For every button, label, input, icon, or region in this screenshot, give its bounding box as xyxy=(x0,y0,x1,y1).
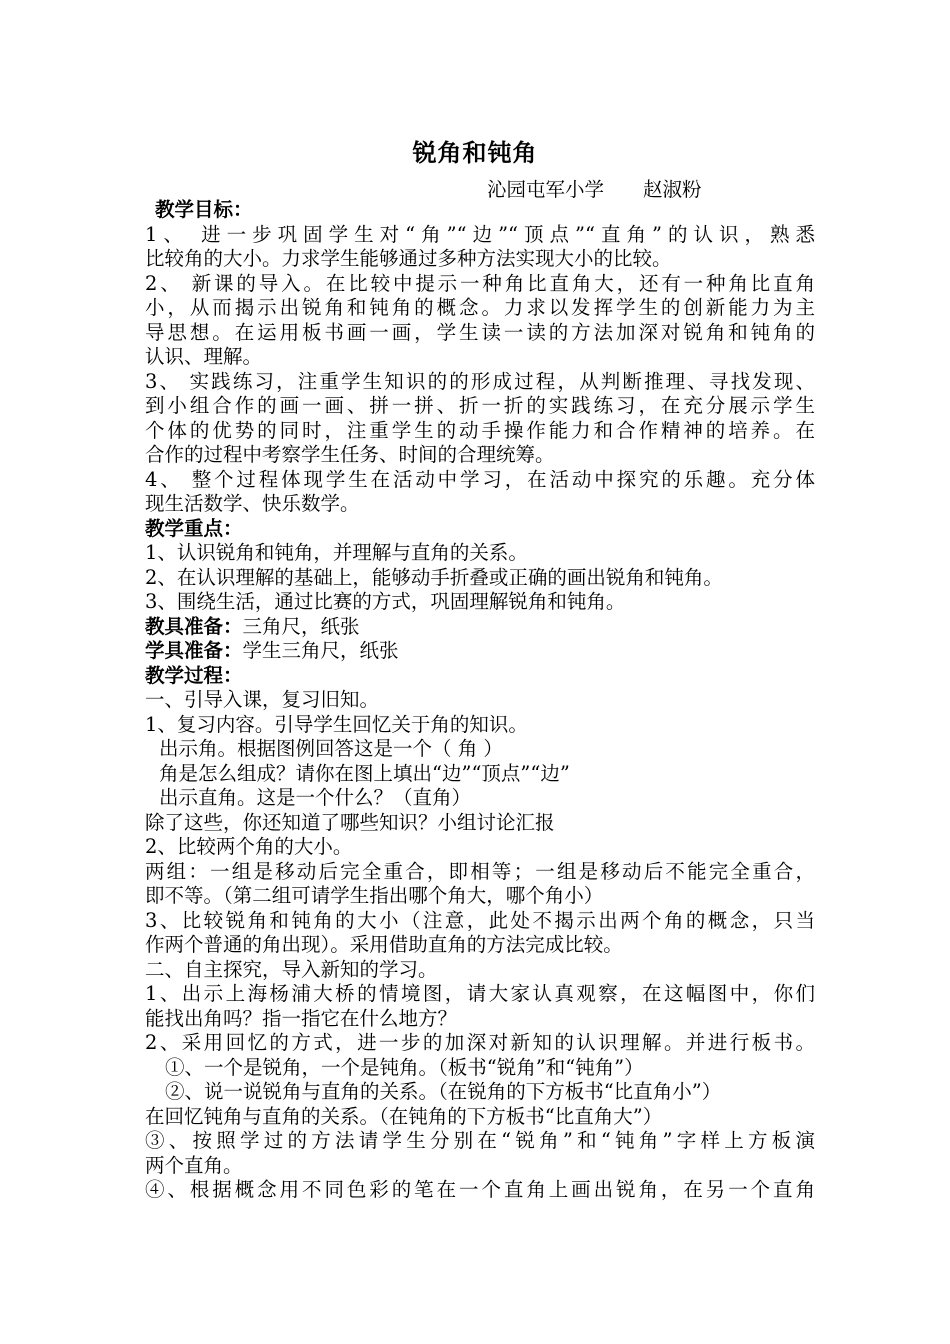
process-line: 除了这些，你还知道了哪些知识？小组讨论汇报 xyxy=(145,810,555,834)
goal-line: 个体的优势的同时，注重学生的动手操作能力和合作精神的培养。在 xyxy=(145,418,815,442)
process-line: 出示角。根据图例回答这是一个（ 角 ） xyxy=(159,737,503,760)
process-line: ①、一个是锐角，一个是钝角。（板书“锐角”和“钝角”） xyxy=(165,1055,644,1079)
process-line: 在回忆钝角与直角的关系。（在钝角的下方板书“比直角大”） xyxy=(145,1104,663,1128)
process-line: 作两个普通的角出现）。采用借助直角的方法完成比较。 xyxy=(145,933,623,956)
document-title: 锐角和钝角 xyxy=(412,138,538,167)
goal-line: 2、 新课的导入。在比较中提示一种角比直角大，还有一种角比直角 xyxy=(145,271,815,295)
process-line: 角是怎么组成？请你在图上填出“边”“顶点”“边” xyxy=(159,761,570,785)
goal-line: 到小组合作的画一画、拼一拼、折一折的实践练习，在充分展示学生 xyxy=(145,394,815,417)
goal-line: 认识、理解。 xyxy=(145,345,263,368)
teacher-tools-value: 三角尺，纸张 xyxy=(242,614,360,638)
process-line: 即不等。（第二组可请学生指出哪个角大，哪个角小） xyxy=(145,884,604,907)
teacher-tools-line xyxy=(145,615,815,640)
process-line: ④、根据概念用不同色彩的笔在一个直角上画出锐角，在另一个直角 xyxy=(145,1178,815,1201)
goal-line: 4、 整个过程体现学生在活动中学习，在活动中探究的乐趣。充分体 xyxy=(145,467,815,491)
goal-line: 1、 进一步巩固学生对“角”“边”“顶点”“直角”的认识，熟悉 xyxy=(145,222,815,246)
student-tools-line xyxy=(145,639,815,664)
process-line: 两个直角。 xyxy=(145,1153,243,1177)
goal-line: 3、 实践练习，注重学生知识的的形成过程，从判断推理、寻找发现、 xyxy=(145,369,815,393)
process-line: 能找出角吗？指一指它在什么地方？ xyxy=(145,1006,458,1030)
goal-line: 现生活数学、快乐数学。 xyxy=(145,492,360,515)
process-line: 2、比较两个角的大小。 xyxy=(145,835,353,858)
process-line: ③、按照学过的方法请学生分别在“锐角”和“钝角”字样上方板演 xyxy=(145,1129,815,1152)
key-point-line: 1、认识锐角和钝角，并理解与直角的关系。 xyxy=(145,541,528,564)
process-line: ②、说一说锐角与直角的关系。（在锐角的下方板书“比直角小”） xyxy=(165,1080,722,1103)
process-line: 1、出示上海杨浦大桥的情境图，请大家认真观察，在这幅图中，你们 xyxy=(145,982,815,1005)
process-line: 1、复习内容。引导学生回忆关于角的知识。 xyxy=(145,712,528,736)
process-line: 二、自主探究，导入新知的学习。 xyxy=(145,957,438,981)
goal-line: 导思想。在运用板书画一画，学生读一读的方法加深对锐角和钝角的 xyxy=(145,320,815,344)
author-line: 沁园屯军小学 赵淑粉 xyxy=(487,178,702,201)
goal-line: 小，从而揭示出锐角和钝角的概念。力求以发挥学生的创新能力为主 xyxy=(145,296,815,319)
process-line: 3、比较锐角和钝角的大小（注意，此处不揭示出两个角的概念，只当 xyxy=(145,908,815,932)
process-line: 出示直角。这是一个什么？（直角） xyxy=(159,786,472,809)
student-tools-label: 学具准备： xyxy=(145,639,243,662)
process-line: 2、采用回忆的方式，进一步的加深对新知的认识理解。并进行板书。 xyxy=(145,1031,815,1054)
key-point-line: 2、在认识理解的基础上，能够动手折叠或正确的画出锐角和钝角。 xyxy=(145,565,723,589)
goal-line: 合作的过程中考察学生任务、时间的合理统筹。 xyxy=(145,443,555,466)
document-body xyxy=(145,198,815,1203)
teacher-tools-label: 教具准备： xyxy=(145,614,243,638)
process-line: 一、引导入课，复习旧知。 xyxy=(145,688,380,711)
goal-line: 比较角的大小。力求学生能够通过多种方法实现大小的比较。 xyxy=(145,247,672,270)
goals-heading: 教学目标： xyxy=(155,198,253,221)
process-heading: 教学过程： xyxy=(145,663,243,687)
key-points-heading: 教学重点： xyxy=(145,516,243,540)
key-point-line: 3、围绕生活，通过比赛的方式，巩固理解锐角和钝角。 xyxy=(145,590,626,613)
student-tools-value: 学生三角尺，纸张 xyxy=(242,639,399,662)
process-line: 两组：一组是移动后完全重合，即相等；一组是移动后不能完全重合， xyxy=(145,859,815,883)
